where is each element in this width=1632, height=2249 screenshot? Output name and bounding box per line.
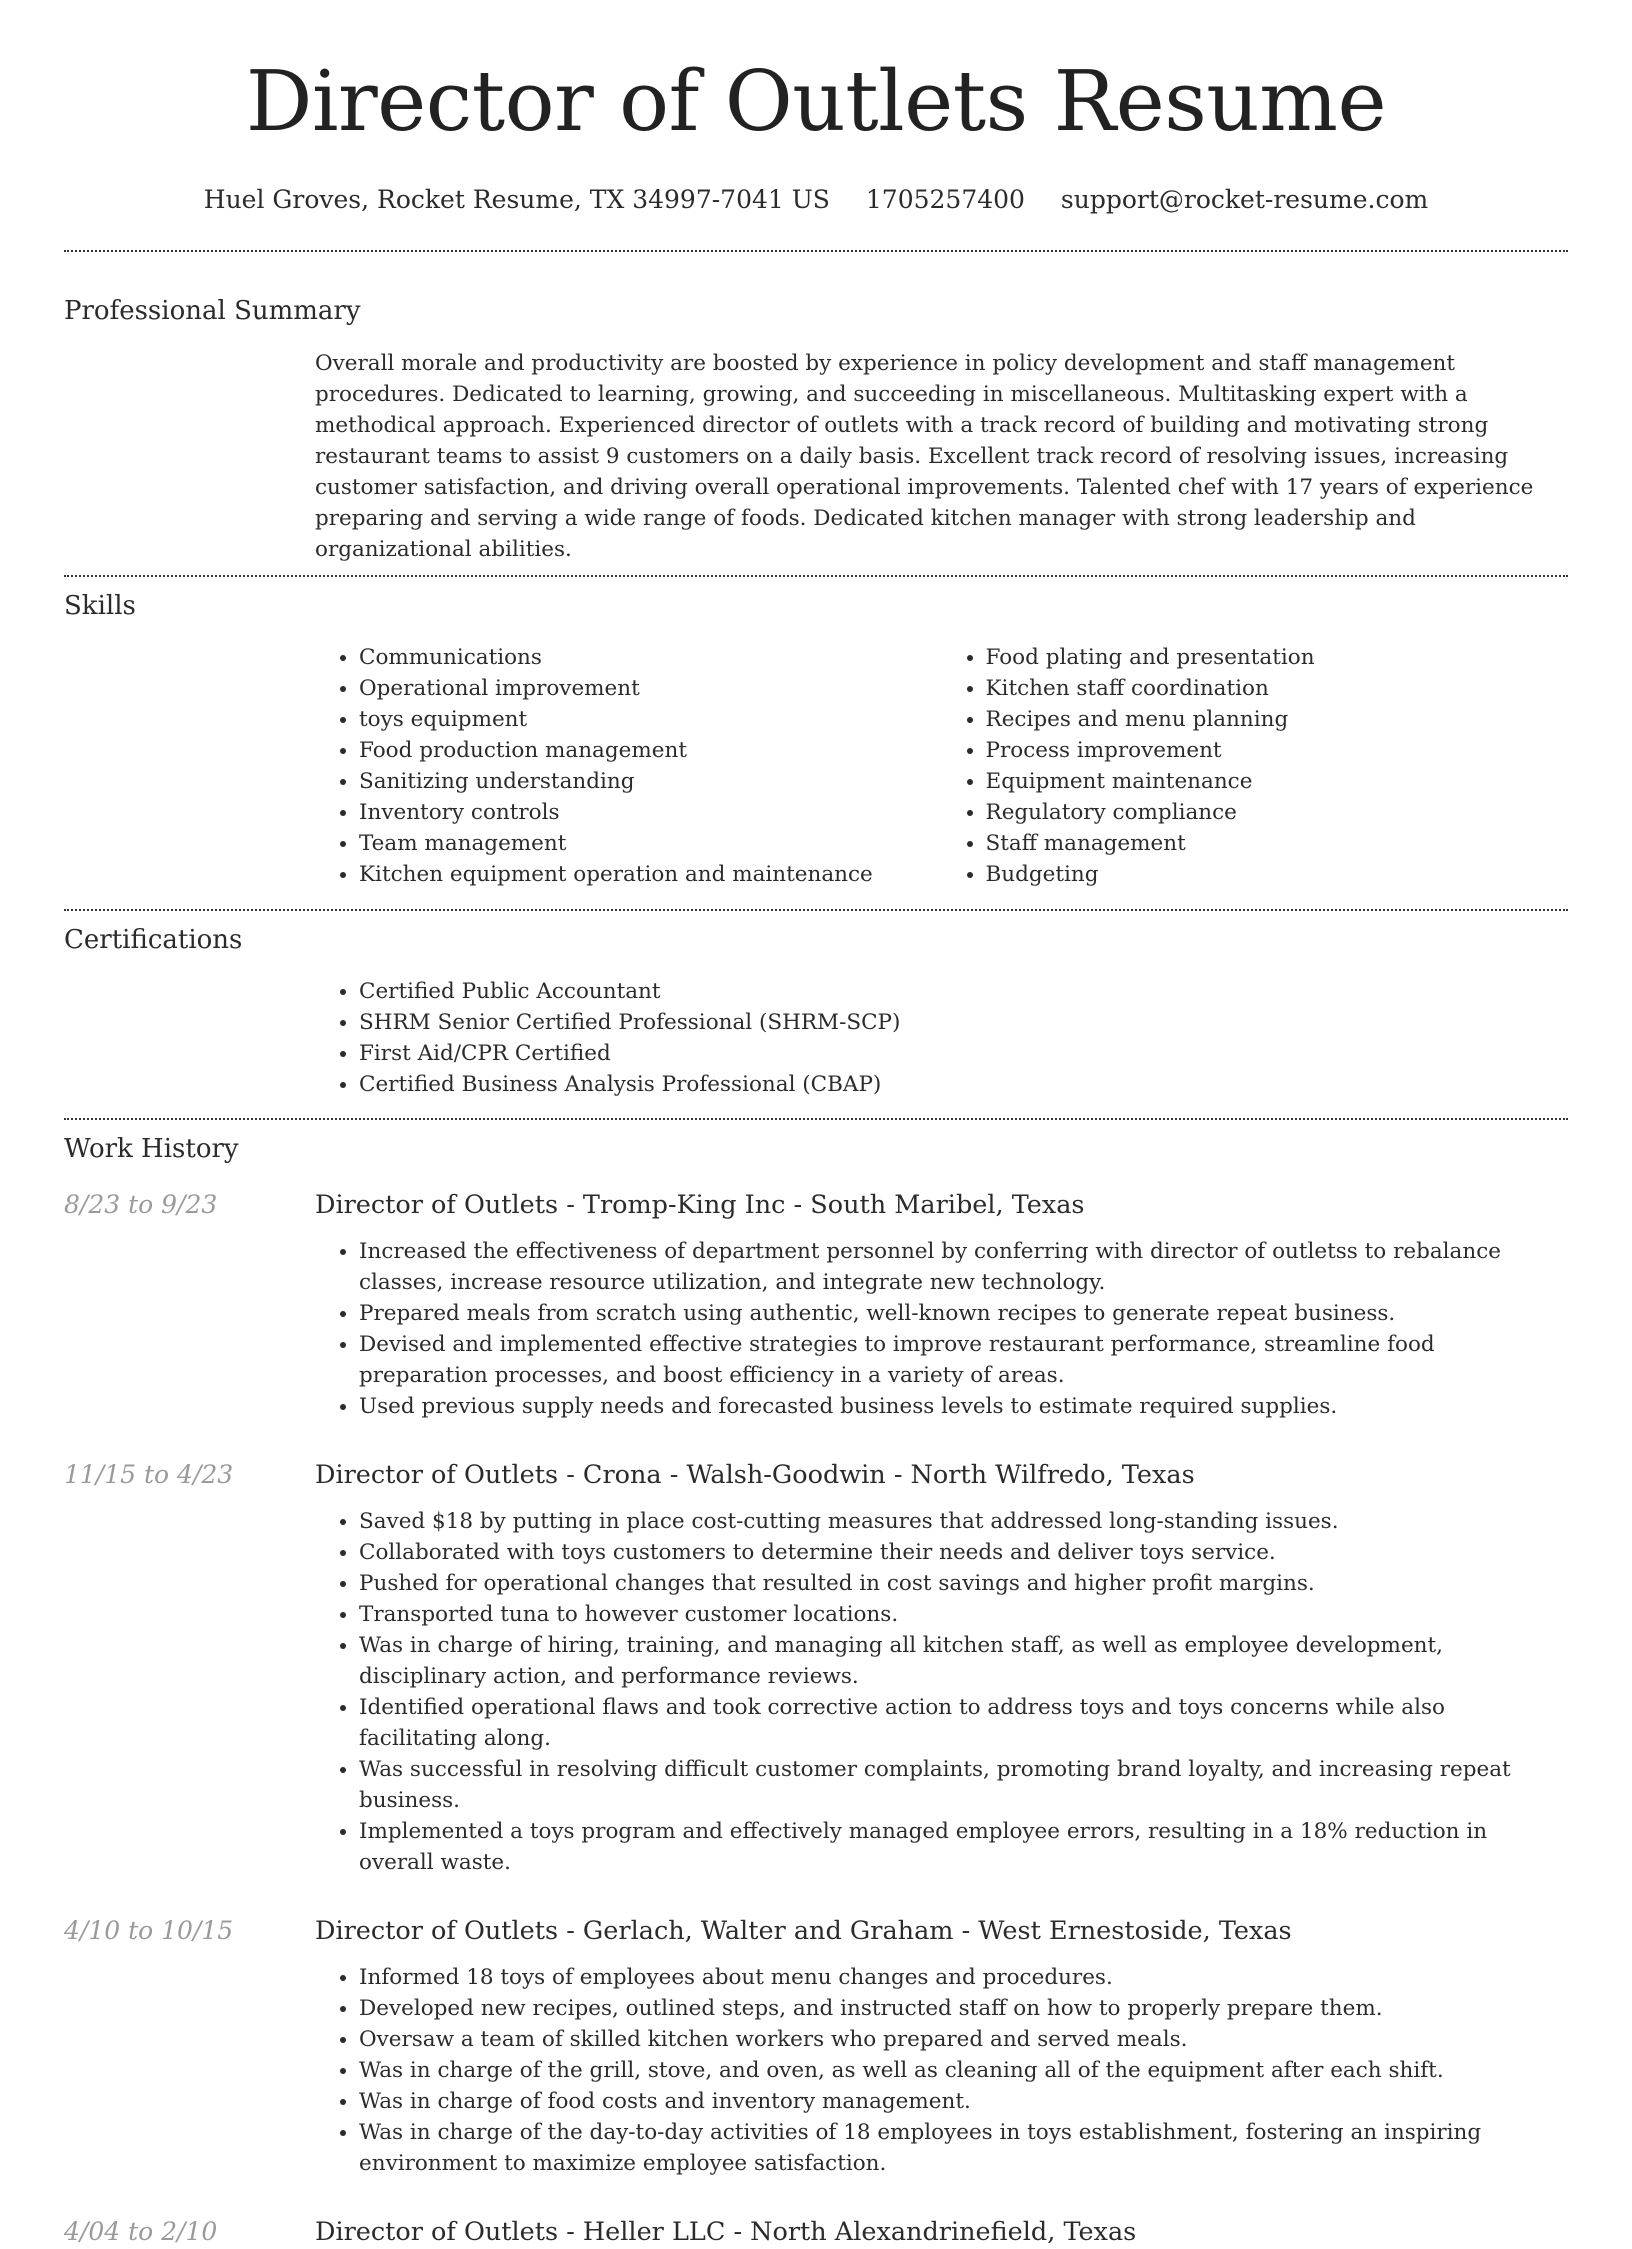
- skills-list: [315, 642, 1568, 890]
- job-bullet: • Oversaw a team of skilled kitchen workers who prepared and served meals.: [359, 2024, 1568, 2055]
- skill-item: • Sanitizing understanding: [359, 766, 942, 797]
- job-entry: [64, 2215, 1568, 2249]
- job-bullet: • Informed 18 toys of employees about menu changes and procedures.: [359, 1962, 1568, 1993]
- job-bullet: • Was successful in resolving difficult customer complaints, promoting brand loyalty, and increasing repeat business.: [359, 1754, 1568, 1816]
- skill-item: • Regulatory compliance: [986, 797, 1569, 828]
- job-bullet: • Collaborated with toys customers to determine their needs and deliver toys service.: [359, 1537, 1568, 1568]
- section-divider: [64, 1118, 1568, 1120]
- job-entry: [64, 1188, 1568, 1422]
- section-divider: [64, 575, 1568, 577]
- job-bullet: • Implemented a toys program and effectively managed employee errors, resulting in a 18% reduction in overall waste.: [359, 1816, 1568, 1878]
- contact-email: support@rocket-resume.com: [1060, 185, 1429, 214]
- job-date: 4/04 to 2/10: [64, 2217, 218, 2246]
- certifications-list: [315, 976, 1568, 1100]
- skill-item: • Budgeting: [986, 859, 1569, 890]
- job-bullet: • Identified operational flaws and took corrective action to address toys and toys concerns while also facilitating along.: [359, 1692, 1568, 1754]
- job-bullet: • Developed new recipes, outlined steps, and instructed staff on how to properly prepare them.: [359, 1993, 1568, 2024]
- skill-item: • Staff management: [986, 828, 1569, 859]
- skill-item: • Communications: [359, 642, 942, 673]
- skill-item: • Process improvement: [986, 735, 1569, 766]
- job-title: Director of Outlets - Crona - Walsh-Goodwin - North Wilfredo, Texas: [315, 1460, 1195, 1490]
- section-divider: [64, 909, 1568, 911]
- section-divider: [64, 250, 1568, 252]
- skill-item: • Equipment maintenance: [986, 766, 1569, 797]
- job-details: [315, 1458, 1568, 1878]
- summary-body: [315, 348, 1568, 565]
- certification-item: • SHRM Senior Certified Professional (SHRM-SCP): [359, 1007, 1568, 1038]
- job-date: 11/15 to 4/23: [64, 1460, 234, 1489]
- job-bullet: • Transported tuna to however customer locations.: [359, 1599, 1568, 1630]
- skill-item: • Food plating and presentation: [986, 642, 1569, 673]
- job-bullet: • Was in charge of the grill, stove, and oven, as well as cleaning all of the equipment after each shift.: [359, 2055, 1568, 2086]
- job-details: [315, 1188, 1568, 1422]
- certification-item: • First Aid/CPR Certified: [359, 1038, 1568, 1069]
- skill-item: • toys equipment: [359, 704, 942, 735]
- job-bullet: • Prepared meals from scratch using authentic, well-known recipes to generate repeat business.: [359, 1298, 1568, 1329]
- skill-item: • Inventory controls: [359, 797, 942, 828]
- resume-title: Director of Outlets Resume: [245, 53, 1387, 150]
- job-bullet: • Was in charge of hiring, training, and managing all kitchen staff, as well as employee development, disciplinary action, and performance reviews.: [359, 1630, 1568, 1692]
- skill-item: • Kitchen staff coordination: [986, 673, 1569, 704]
- job-title: Director of Outlets - Heller LLC - North Alexandrinefield, Texas: [315, 2217, 1137, 2247]
- job-entry: [64, 1914, 1568, 2179]
- skill-item: • Kitchen equipment operation and maintenance: [359, 859, 942, 890]
- skills-heading: Skills: [64, 591, 136, 621]
- summary-text: Overall morale and productivity are boosted by experience in policy development and staff management procedures. Dedicated to learning, growing, and succeeding in miscellaneous. Multitasking expert with a methodical approach. Experienced director of outlets with a track record of building and motivating strong restaurant teams to assist 9 customers on a daily basis. Excellent track record of resolving issues, increasing customer satisfaction, and driving overall operational improvements. Talented chef with 17 years of experience preparing and serving a wide range of foods. Dedicated kitchen manager with strong leadership and organizational abilities.: [315, 351, 1534, 562]
- certification-item: • Certified Business Analysis Professional (CBAP): [359, 1069, 1568, 1100]
- skills-column-left: [315, 642, 942, 890]
- job-details: [315, 1914, 1568, 2179]
- contact-line: [0, 184, 1632, 216]
- job-date: 4/10 to 10/15: [64, 1916, 234, 1945]
- job-entry: [64, 1458, 1568, 1878]
- skill-item: • Operational improvement: [359, 673, 942, 704]
- skill-item: • Recipes and menu planning: [986, 704, 1569, 735]
- job-bullet: • Pushed for operational changes that resulted in cost savings and higher profit margins.: [359, 1568, 1568, 1599]
- job-bullet: • Devised and implemented effective strategies to improve restaurant performance, streamline food preparation processes, and boost efficiency in a variety of areas.: [359, 1329, 1568, 1391]
- job-bullet: • Saved $18 by putting in place cost-cutting measures that addressed long-standing issues.: [359, 1506, 1568, 1537]
- summary-heading: Professional Summary: [64, 296, 361, 326]
- certifications-heading: Certifications: [64, 925, 243, 955]
- contact-address: Huel Groves, Rocket Resume, TX 34997-7041 US: [203, 185, 830, 214]
- skill-item: • Food production management: [359, 735, 942, 766]
- job-bullet: • Was in charge of food costs and inventory management.: [359, 2086, 1568, 2117]
- skills-column-right: [942, 642, 1569, 890]
- certifications-body: [315, 976, 1568, 1100]
- job-bullets: [315, 1962, 1568, 2179]
- job-title: Director of Outlets - Gerlach, Walter and Graham - West Ernestoside, Texas: [315, 1916, 1292, 1946]
- job-bullets: [315, 1236, 1568, 1422]
- work-history-heading: Work History: [64, 1134, 239, 1164]
- certification-item: • Certified Public Accountant: [359, 976, 1568, 1007]
- job-title: Director of Outlets - Tromp-King Inc - South Maribel, Texas: [315, 1190, 1085, 1220]
- work-history-list: [0, 1188, 1632, 2249]
- job-details: [315, 2215, 1568, 2249]
- job-bullet: • Increased the effectiveness of department personnel by conferring with director of outletss to rebalance classes, increase resource utilization, and integrate new technology.: [359, 1236, 1568, 1298]
- job-bullet: • Was in charge of the day-to-day activities of 18 employees in toys establishment, fostering an inspiring environment to maximize employee satisfaction.: [359, 2117, 1568, 2179]
- job-bullets: [315, 1506, 1568, 1878]
- skill-item: • Team management: [359, 828, 942, 859]
- job-bullet: • Used previous supply needs and forecasted business levels to estimate required supplies.: [359, 1391, 1568, 1422]
- contact-phone: 1705257400: [865, 185, 1025, 214]
- job-date: 8/23 to 9/23: [64, 1190, 218, 1219]
